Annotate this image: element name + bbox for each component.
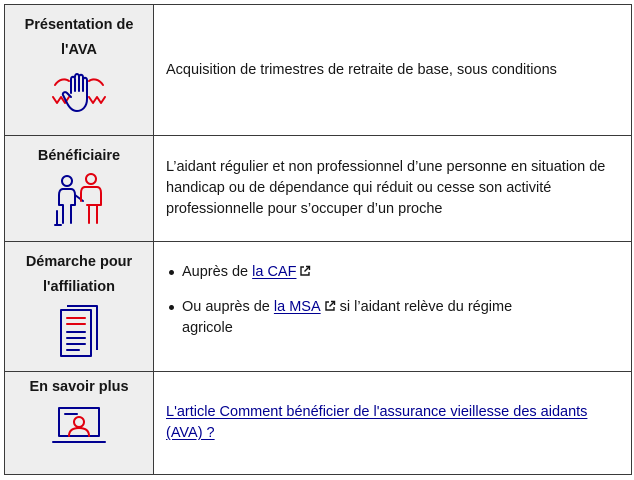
row-label-cell [5, 242, 154, 372]
row-label-cell [5, 5, 154, 136]
list-item-prefix: Auprès de [182, 264, 253, 280]
msa-link[interactable]: la MSA [273, 299, 321, 315]
table-row-beneficiaire [5, 136, 632, 242]
row-value-beneficiaire: L’aidant régulier et non professionnel d’une personne en situation de handicap ou de dépendance qui réduit ou cesse son activité professionnelle pour s’occuper d’un proche [154, 136, 632, 242]
ava-info-table [4, 4, 632, 475]
table-row-en-savoir-plus [5, 372, 632, 475]
list-item-prefix: Ou auprès de [182, 299, 274, 315]
external-link-icon [299, 265, 311, 277]
table-row-demarche [5, 242, 632, 372]
list-item-msa [182, 297, 617, 339]
row-value-presentation: Acquisition de trimestres de retraite de base, sous conditions [154, 5, 632, 136]
caregiver-elder-icon [51, 171, 107, 229]
computer-user-icon [51, 404, 107, 448]
row-label-en-savoir-plus: En savoir plus [29, 379, 129, 395]
row-label-presentation: Présentation de l'AVA [24, 17, 134, 58]
row-label-cell [5, 372, 154, 475]
documents-icon [57, 304, 101, 360]
raised-hand-icon [49, 69, 109, 115]
ava-article-link[interactable]: L'article Comment bénéficier de l'assurance vieillesse des aidants (AVA) ? [166, 404, 588, 441]
row-value-en-savoir-plus [154, 372, 632, 475]
row-label-cell [5, 136, 154, 242]
affiliation-list [166, 262, 617, 339]
list-item-caf [182, 262, 617, 283]
row-value-demarche [154, 242, 632, 372]
row-label-beneficiaire: Bénéficiaire [37, 148, 121, 164]
caf-link[interactable]: la CAF [252, 264, 297, 280]
row-label-demarche: Démarche pour l'affiliation [25, 254, 133, 295]
external-link-icon [324, 300, 336, 312]
list-item-suffix: si l’aidant relève du régime agricole [182, 299, 513, 336]
table-row-presentation [5, 5, 632, 136]
